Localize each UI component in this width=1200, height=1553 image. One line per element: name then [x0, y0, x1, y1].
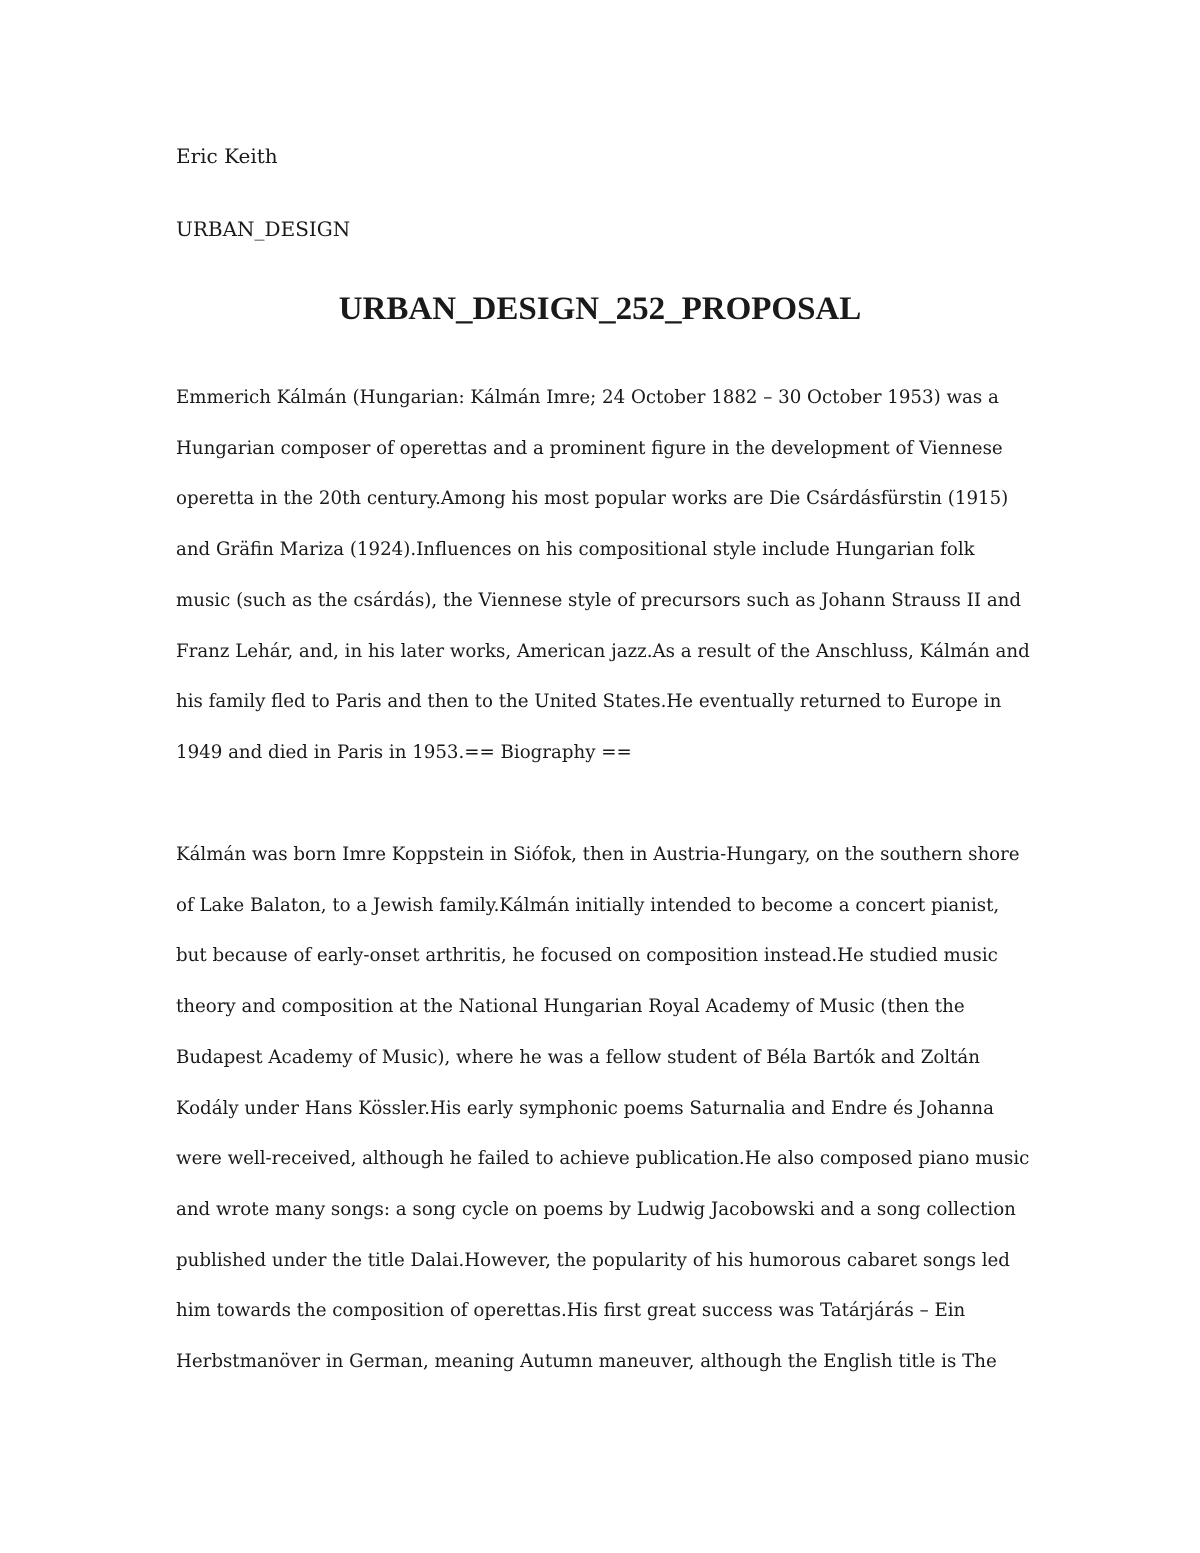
text-line: 1949 and died in Paris in 1953.== Biography ==: [176, 741, 632, 763]
course-name: URBAN_DESIGN: [176, 217, 351, 241]
text-line: of Lake Balaton, to a Jewish family.Kálmán initially intended to become a concert pianist,: [176, 894, 1000, 916]
text-line: Franz Lehár, and, in his later works, American jazz.As a result of the Anschluss, Kálmán and: [176, 640, 1030, 662]
body-paragraph: [176, 373, 1036, 779]
text-line: music (such as the csárdás), the Viennese style of precursors such as Johann Strauss II and: [176, 589, 1022, 611]
text-line: Kálmán was born Imre Koppstein in Siófok, then in Austria-Hungary, on the southern shore: [176, 844, 1020, 865]
body-paragraph: [176, 830, 1036, 1388]
text-line: were well-received, although he failed to achieve publication.He also composed piano music: [176, 1148, 1030, 1170]
author-name: Eric Keith: [176, 144, 278, 168]
text-line: Hungarian composer of operettas and a prominent figure in the development of Viennese: [176, 437, 1003, 459]
text-line: and Gräfin Mariza (1924).Influences on his compositional style include Hungarian folk: [176, 539, 975, 561]
text-line: theory and composition at the National Hungarian Royal Academy of Music (then the: [176, 996, 965, 1018]
text-line: Emmerich Kálmán (Hungarian: Kálmán Imre; 24 October 1882 – 30 October 1953) was a: [176, 387, 999, 408]
text-line: Kodály under Hans Kössler.His early symphonic poems Saturnalia and Endre és Johanna: [176, 1097, 994, 1119]
text-line: Herbstmanöver in German, meaning Autumn maneuver, although the English title is The: [176, 1351, 997, 1373]
document-title: URBAN_DESIGN_252_PROPOSAL: [338, 291, 862, 327]
text-line: him towards the composition of operettas.His first great success was Tatárjárás – Ein: [176, 1300, 966, 1322]
text-line: Budapest Academy of Music), where he was a fellow student of Béla Bartók and Zoltán: [176, 1046, 980, 1068]
text-line: and wrote many songs: a song cycle on poems by Ludwig Jacobowski and a song collection: [176, 1198, 1016, 1220]
text-line: operetta in the 20th century.Among his most popular works are Die Csárdásfürstin (1915): [176, 488, 1009, 510]
text-line: but because of early-onset arthritis, he focused on composition instead.He studied music: [176, 945, 998, 967]
text-line: published under the title Dalai.However, the popularity of his humorous cabaret songs led: [176, 1249, 1010, 1271]
text-line: his family fled to Paris and then to the United States.He eventually returned to Europe in: [176, 691, 1002, 713]
